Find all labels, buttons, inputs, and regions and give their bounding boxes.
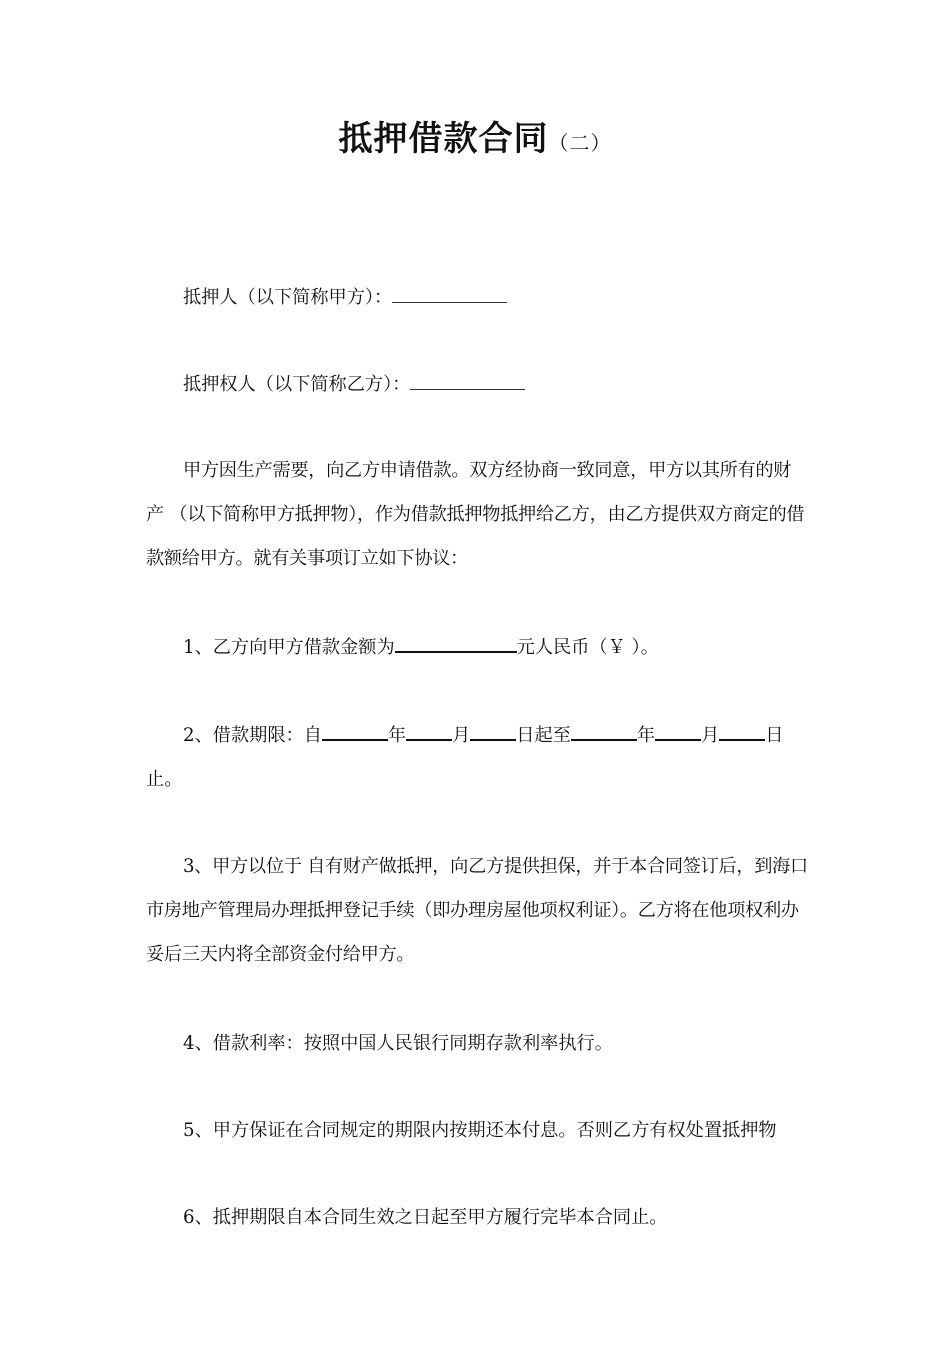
clause-1 xyxy=(146,626,808,670)
end-day-blank[interactable] xyxy=(719,738,765,741)
start-month-label: 月 xyxy=(452,725,471,746)
mortgagee-blank[interactable] xyxy=(410,388,525,390)
clause-1-suffix: 元人民币（￥ ）。 xyxy=(516,637,659,658)
start-day-blank[interactable] xyxy=(470,738,516,741)
clause-2-prefix: 2、借款期限：自 xyxy=(183,725,322,746)
loan-amount-blank[interactable] xyxy=(395,650,517,653)
intro-paragraph: 甲方因生产需要，向乙方申请借款。双方经协商一致同意，甲方以其所有的财产 （以下简称甲方抵押物），作为借款抵押物抵押给乙方，由乙方提供双方商定的借款额给甲方。就有关事项订立如下协议： xyxy=(146,460,805,569)
end-year-label: 年 xyxy=(636,725,656,746)
start-day-label: 日起至 xyxy=(516,725,571,746)
document-title xyxy=(0,114,950,168)
mortgagor-line xyxy=(146,276,808,320)
clause-6: 6、抵押期限自本合同生效之日起至甲方履行完毕本合同止。 xyxy=(183,1207,668,1228)
title-main: 抵押借款合同 xyxy=(338,119,549,159)
title-suffix: （二） xyxy=(548,131,612,155)
clause-2-end: 止。 xyxy=(146,769,183,790)
clause-1-prefix: 1、乙方向甲方借款金额为 xyxy=(183,637,395,658)
mortgagee-label: 抵押权人（以下简称乙方）： xyxy=(183,374,411,395)
mortgagor-label: 抵押人（以下简称甲方）： xyxy=(183,287,393,308)
mortgagee-line xyxy=(146,363,808,407)
mortgagor-blank[interactable] xyxy=(392,301,507,303)
end-day-label: 日 xyxy=(765,725,784,746)
end-month-label: 月 xyxy=(701,725,720,746)
clause-4: 4、借款利率：按照中国人民银行同期存款利率执行。 xyxy=(183,1033,613,1054)
clause-5: 5、甲方保证在合同规定的期限内按期还本付息。否则乙方有权处置抵押物 xyxy=(183,1120,777,1141)
clause-2 xyxy=(146,714,808,758)
start-year-label: 年 xyxy=(387,725,407,746)
start-year-blank[interactable] xyxy=(322,738,388,741)
start-month-blank[interactable] xyxy=(406,738,452,741)
end-year-blank[interactable] xyxy=(571,738,637,741)
end-month-blank[interactable] xyxy=(655,738,701,741)
clause-3: 3、甲方以位于 自有财产做抵押，向乙方提供担保，并于本合同签订后，到海口市房地产管理局办理抵押登记手续（即办理房屋他项权利证）。乙方将在他项权利办妥后三天内将全部资金付给甲方。 xyxy=(146,856,808,965)
